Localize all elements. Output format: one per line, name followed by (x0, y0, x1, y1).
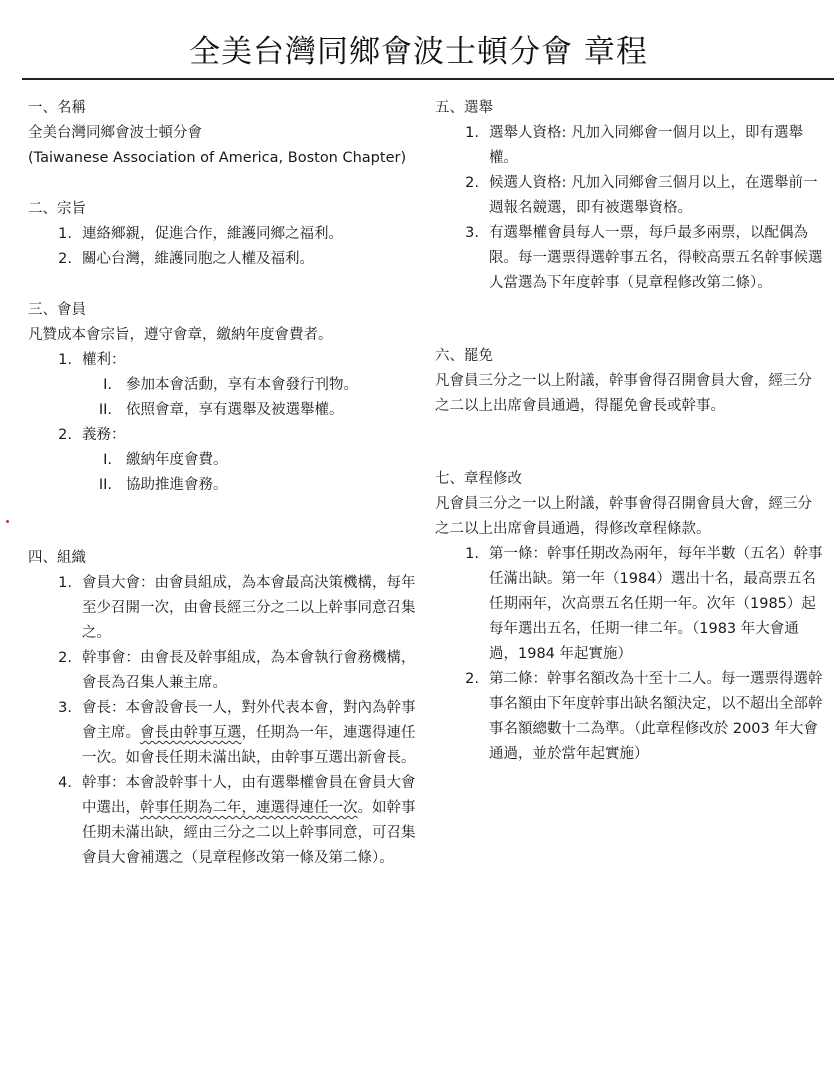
item-number: 1. (58, 575, 72, 591)
item-number: 3. (58, 700, 72, 716)
title-rule (22, 78, 834, 80)
item-number: II. (98, 477, 112, 493)
organization-item (28, 646, 418, 696)
election-item (435, 121, 825, 171)
section-election-heading: 五、選舉 (435, 100, 493, 116)
item-number: 4. (58, 775, 72, 791)
organization-item (28, 571, 418, 646)
item-number: I. (103, 452, 112, 468)
item-text-part: 幹事：本會設幹事十人，由有選舉權會員在會員大會中選出， (82, 775, 416, 816)
item-text: 關心台灣，維護同胞之人權及福利。 (82, 251, 314, 267)
rights-heading (28, 348, 418, 373)
rights-item (28, 398, 418, 423)
item-text: 有選舉權會員每人一票，每戶最多兩票，以配偶為限。每一選票得選幹事五名，得較高票五名幹事候選人當選為下年度幹事（見章程修改第二條）。 (489, 225, 823, 291)
purpose-item (28, 247, 418, 272)
item-text: 會員大會：由會員組成，為本會最高決策機構，每年至少召開一次，由會長經三分之二以上幹事同意召集之。 (82, 575, 416, 641)
item-number: 2. (58, 251, 72, 267)
item-text-part: 會長：本會設會長一人，對外代表本會，對內為幹事會主席。 (82, 700, 416, 741)
org-name-zh: 全美台灣同鄉會波士頓分會 (28, 125, 202, 141)
item-text (82, 696, 418, 771)
section-organization-heading: 四、組織 (28, 550, 86, 566)
section-amendment-heading: 七、章程修改 (435, 471, 522, 487)
item-number: II. (98, 402, 112, 418)
section-name-heading: 一、名稱 (28, 100, 86, 116)
purpose-item (28, 222, 418, 247)
item-text: 繳納年度會費。 (126, 452, 228, 468)
item-number: 2. (58, 650, 72, 666)
election-item (435, 221, 825, 296)
organization-item (28, 771, 418, 871)
item-text: 連絡鄉親，促進合作，維護同鄉之福利。 (82, 226, 343, 242)
rights-item (28, 373, 418, 398)
item-number: 2. (465, 175, 479, 191)
item-number: 2. (465, 671, 479, 687)
underlined-text: 會長由幹事互選 (140, 725, 242, 741)
item-text (82, 771, 418, 871)
item-text: 協助推進會務。 (126, 477, 228, 493)
amendment-item (435, 667, 825, 767)
amendment-text: 凡會員三分之一以上附議，幹事會得召開會員大會，經三分之二以上出席會員通過，得修改章程條款。 (435, 496, 812, 537)
item-text: 第一條：幹事任期改為兩年，每年半數（五名）幹事任滿出缺。第一年（1984）選出十名，最高票五名任期兩年，次高票五名任期一年。次年（1985）起每年選出五名，任期一律二年。（1983 年大會通過，1984 年起實施） (489, 546, 823, 662)
item-number: 3. (465, 225, 479, 241)
item-number: 1. (58, 352, 72, 368)
item-text-part: 。如幹事任期未滿出缺，經由三分之二以上幹事同意，可召集會員大會補選之（見章程修改第一條及第二條）。 (82, 800, 416, 866)
item-number: 2. (58, 427, 72, 443)
section-members-heading: 三、會員 (28, 302, 86, 318)
section-purpose-heading: 二、宗旨 (28, 201, 86, 217)
duties-item (28, 448, 418, 473)
item-text: 第二條：幹事名額改為十至十二人。每一選票得選幹事名額由下年度幹事出缺名額決定，以不超出全部幹事名額總數十二為準。（此章程修改於 2003 年大會通過，並於當年起實施） (489, 671, 823, 762)
duties-item (28, 473, 418, 498)
item-text: 參加本會活動，享有本會發行刊物。 (126, 377, 358, 393)
item-number: 1. (465, 546, 479, 562)
election-item (435, 171, 825, 221)
underlined-text: 幹事任期為二年，連選得連任一次 (140, 800, 358, 816)
item-number: 1. (58, 226, 72, 242)
amendment-item (435, 542, 825, 667)
item-label: 義務： (82, 427, 126, 443)
duties-heading (28, 423, 418, 448)
organization-item (28, 696, 418, 771)
page-title: 全美台灣同鄉會波士頓分會 章程 (189, 34, 648, 70)
org-name-en: (Taiwanese Association of America, Boston Chapter) (28, 150, 407, 166)
item-text: 選舉人資格: 凡加入同鄉會一個月以上，即有選舉權。 (489, 125, 803, 166)
item-text: 候選人資格: 凡加入同鄉會三個月以上，在選舉前一週報名競選，即有被選舉資格。 (489, 175, 818, 216)
section-recall-heading: 六、罷免 (435, 348, 493, 364)
item-number: I. (103, 377, 112, 393)
scan-speck (6, 520, 9, 523)
left-column (28, 96, 418, 871)
item-text: 依照會章，享有選舉及被選舉權。 (126, 402, 344, 418)
members-intro: 凡贊成本會宗旨，遵守會章，繳納年度會費者。 (28, 327, 333, 343)
item-number: 1. (465, 125, 479, 141)
item-label: 權利： (82, 352, 126, 368)
item-text-part: ，任期為一年，連選得連任一次。如會長任期未滿出缺，由幹事互選出新會長。 (82, 725, 416, 766)
right-column (435, 96, 825, 767)
item-text: 幹事會：由會長及幹事組成，為本會執行會務機構，會長為召集人兼主席。 (82, 650, 416, 691)
recall-text: 凡會員三分之一以上附議，幹事會得召開會員大會，經三分之二以上出席會員通過，得罷免會長或幹事。 (435, 373, 812, 414)
